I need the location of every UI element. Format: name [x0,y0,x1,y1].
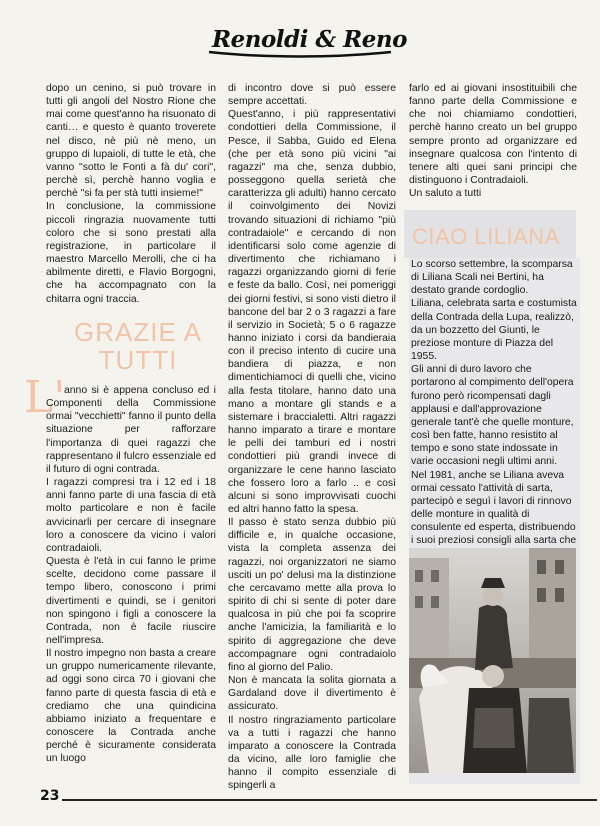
brand-logo-text: Renoldi & Reno [212,26,407,53]
paragraph: Quest'anno, i più rappresentativi condottieri della Commissione, il Pesce, il Sabba, Guido ed Elena (che per età sono più vicini "ai ragazzi" ma che, senza dubbio, posseggono quella serietà che caratterizza gli adulti) hanno cercato il coinvolgimento dei Novizi trovando situazioni di richiamo "più contradaiole" e cercando di non identificarsi solo come agenzie di divertimento che richiamano i ragazzi organizzando giorni di ferie e feste da ballo. Così, nei pomeriggi dei giorni festivi, si sono visti dietro il bancone del bar 2 o 3 ragazzi a fare il servizio in Società; 5 o 6 ragazze hanno iniziato i corsi da bandieraia con il preciso intento di cucire una bandiera di piazza, e non dimentichiamoci di quelli che, vicino alla festa titolare, hanno dato una mano a montare gli stands e a sistemare i braccialetti. Altri ragazzi hanno imparato a tirare e montare le pelli dei tamburi ed i nostri condottieri più grandi invece di organizzare le cene hanno lasciato che fossero loro a farlo .. e così alcuni si sono improvvisati cuochi ed altri hanno fatto la spesa. [228,109,396,515]
grazie-article [46,384,216,766]
paragraph: Gli anni di duro lavoro che portarono al compimento dell'opera furono però ricompensati dagli applausi e dall'approvazione generale tant'è che quelle monture, così ben fatte, hanno resistito al tempo e sono state indossate in varie occasioni negli ultimi anni. [411,364,574,468]
paragraph: Un saluto a tutti [409,188,482,200]
historic-photo-palio [409,548,576,773]
paragraph: dopo un cenino, si può trovare in tutti gli angoli del Nostro Rione che mai come quest'anno ha risuonato di canti… e questo è quanto troverete nel disco, nè più nè meno, un gruppo di lupaioli, di tutte le età, che vanno "sotto le Fonti a fà du' cori", perchè sì, perchè hanno voglia e perchè "si fa per stà tutti insieme!" [46,83,216,200]
column-3-conclusion [409,82,577,200]
paragraph: farlo ed ai giovani insostituibili che fanno parte della Commissione e che noi chiamiamo condottieri, perchè hanno creato un bel gruppo sempre pronto ad organizzare ed insegnare qualcosa con l'intento di tenere alti quei sani principi che distinguono i Contradaioli. [409,83,577,187]
ciao-liliana-title: CIAO LILIANA [412,224,560,249]
paragraph: Il nostro impegno non basta a creare un gruppo numericamente rilevante, ad oggi sono circa 70 i giovani che fanno parte di questa fascia di età e crediamo che una quindicina abbiamo iniziato a frequentare e conoscere la Contrada anche perché è sicuramente considerata un luogo [46,648,216,765]
grazie-title: GRAZIE A TUTTI [74,317,202,375]
paragraph: Nel 1981, anche se Liliana aveva ormai cessato l'attività di sarta, partecipò e seguì i lavori di rinnovo delle monture in qualità di consulente ed esperta, distribuendo i suoi preziosi consigli alla sarta che [411,469,577,547]
paragraph: In conclusione, la commissione piccoli ringrazia nuovamente tutti coloro che si sono prestati alla registrazione, in particolare il maestro Marcello Merolli, che ci ha abilmente diretti, e Flavio Borgogni, che ha accompagnato con la chitarra ogni traccia. [46,201,216,305]
paragraph: Questa è l'età in cui fanno le prime scelte, decidono come passare il tempo libero, conoscono i primi divertimenti e quindi, se i genitori non spingono i figli a conoscere la Contrada, non è facile riuscire nell'impresa. [46,556,216,646]
paragraph: Liliana, celebrata sarta e costumista della Contrada della Lupa, realizzò, da un bozzetto del Giunti, le preziose monture di Piazza del 1955. [411,298,577,363]
drop-cap: L' [24,372,66,423]
paragraph: I ragazzi compresi tra i 12 ed i 18 anni fanno parte di una fascia di età molto particolare e non è facile avvicinarli per cercare di insegnare loro a conoscere da vicino i valori contradaioli. [46,477,216,554]
paragraph: Non è mancata la solita giornata a Gardaland dove il divertimento è assicurato. [228,675,396,713]
paragraph: anno si è appena concluso ed i Componenti della Commissione ormai "vecchietti" fanno il punto della situazione per rafforzare l'importanza di quei ragazzi che rappresentano il fulcro essenziale ed il futuro di ogni contrada. [46,385,216,475]
paragraph: Lo scorso settembre, la scomparsa di Liliana Scali nei Bertini, ha destato grande cordoglio. [411,259,573,297]
paragraph: di incontro dove si può essere sempre accettati. [228,83,396,108]
page-number: 23 [40,788,60,804]
paragraph: Il nostro ringraziamento particolare va a tutti i ragazzi che hanno imparato a conoscere la Contrada da vicino, alle loro famiglie che hanno il compito essenziale di spingerli a [228,714,396,792]
column-2 [228,82,396,792]
column-1-intro [46,82,216,306]
footer-divider [62,799,597,801]
paragraph: Il passo è stato senza dubbio più difficile e, in qualche occasione, vista la completa assenza dei ragazzi, noi organizzatori ne siamo usciti un po' delusi ma la distinzione che cercavamo mette alla prova lo spirito di chi si sente di poter dare qualcosa in più che poi fa scoprire anche l'amicizia, la familiarità e lo spirito di aggregazione che deve accompagnare ogni contradaiolo fino al giorno del Palio. [228,517,396,673]
